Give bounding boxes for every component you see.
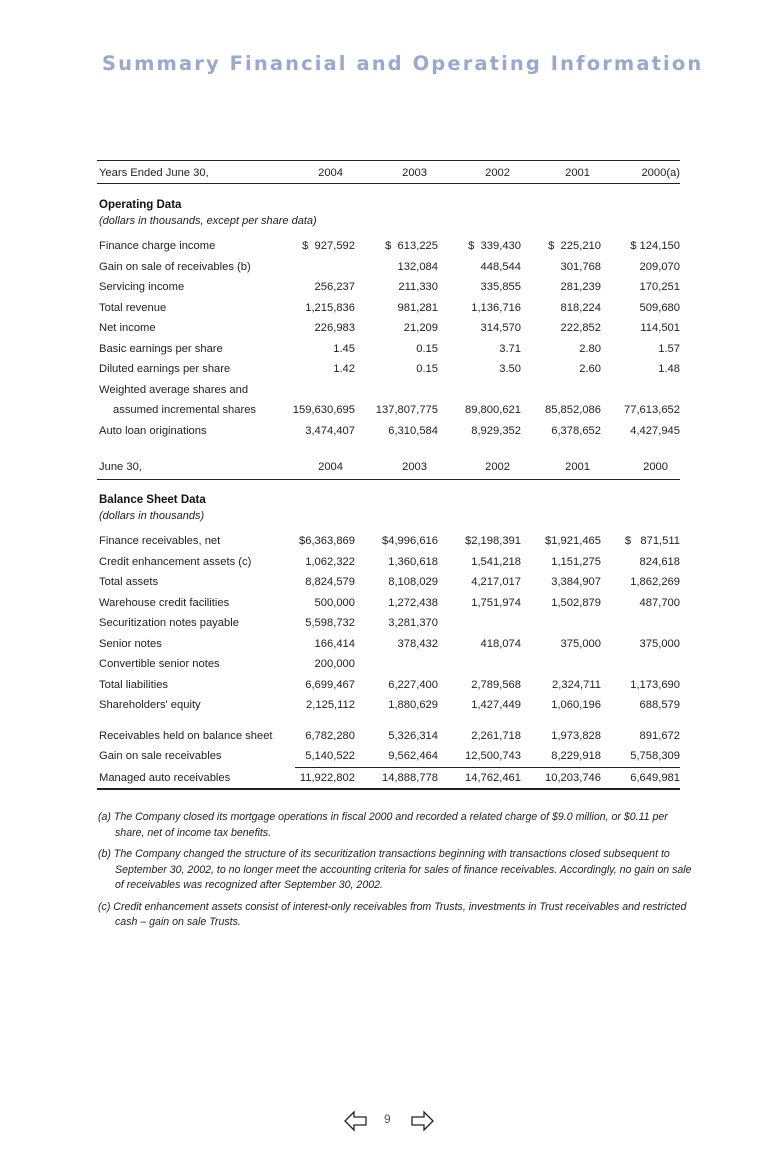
table-row [97, 318, 680, 339]
footnotes [98, 810, 698, 937]
row-value: 1,541,218 [471, 555, 521, 568]
row-value: 77,613,652 [624, 404, 680, 416]
section-title: Operating Data [99, 199, 182, 211]
row-value: 1.45 [333, 342, 355, 355]
row-value: 114,501 [640, 322, 680, 334]
row-value: 5,140,522 [305, 750, 355, 762]
header-label: Years Ended June 30, [99, 167, 209, 179]
row-value: 8,929,352 [471, 424, 521, 437]
row-value: 1,136,716 [471, 301, 521, 314]
section-subtitle: (dollars in thousands) [99, 510, 205, 522]
row-value: 21,209 [403, 322, 438, 334]
row-value: 301,768 [560, 260, 601, 273]
row-value: 688,579 [639, 699, 680, 711]
row-value: 132,084 [397, 260, 438, 273]
row-value: 137,807,775 [375, 404, 438, 416]
row-value: 159,630,695 [292, 404, 355, 416]
row-value: 6,699,467 [305, 678, 355, 691]
section-subtitle: (dollars in thousands, except per share data) [99, 215, 317, 227]
table-row [99, 746, 680, 768]
row-value: 378,432 [397, 637, 438, 650]
row-value: 1,880,629 [388, 699, 438, 711]
row-label: Auto loan originations [99, 424, 207, 437]
row-label: Credit enhancement assets (c) [99, 555, 252, 568]
row-value: 1,062,322 [305, 555, 355, 568]
table-row [97, 380, 680, 401]
row-value: 209,070 [639, 260, 680, 273]
row-value: 5,326,314 [388, 729, 438, 742]
row-label: assumed incremental shares [113, 404, 257, 416]
row-value: 500,000 [314, 596, 355, 609]
row-value: 3,474,407 [305, 424, 355, 437]
table-row [97, 768, 680, 791]
row-label: Senior notes [99, 637, 162, 650]
row-value: 1.42 [333, 363, 355, 375]
row-value: 0.15 [416, 363, 438, 375]
row-value: 1,215,836 [305, 301, 355, 314]
table-row [97, 572, 680, 593]
next-page-button[interactable] [410, 1110, 434, 1137]
row-label: Gain on sale of receivables (b) [99, 260, 251, 273]
footnote-b: (b) The Company changed the structure of its securitization transactions beginning with transactions closed subsequent to September 30, 2002, to no longer meet the accounting criteria for sales of finance receivables. Accordingly, no gain on sale of receivables was recognized after September 30, 2002. [98, 848, 692, 891]
table-row [97, 654, 680, 675]
row-label: Warehouse credit facilities [99, 596, 230, 609]
row-value: 1,862,269 [630, 576, 680, 588]
table-row [97, 552, 680, 573]
row-value: $ 927,592 [302, 240, 355, 252]
row-value: 1.57 [658, 342, 680, 355]
row-label: Diluted earnings per share [99, 363, 231, 375]
row-value: 8,108,029 [388, 576, 438, 588]
table-row [97, 695, 680, 716]
year-header: 2000 [643, 461, 668, 473]
row-value: 3,281,370 [388, 617, 438, 629]
page-title: Summary Financial and Operating Information [102, 52, 704, 75]
row-value: 448,544 [480, 260, 521, 273]
balance-sheet-table [97, 457, 680, 790]
row-value: 85,852,086 [545, 404, 601, 416]
row-value: $ 871,511 [624, 535, 680, 547]
row-value: 1,360,618 [388, 555, 438, 568]
row-value: 6,227,400 [388, 678, 438, 691]
row-value: 10,203,746 [545, 771, 601, 784]
row-value: 166,414 [314, 637, 355, 650]
row-value: 314,570 [480, 322, 521, 334]
row-label: Total liabilities [99, 678, 169, 691]
row-value: 14,762,461 [465, 771, 521, 784]
year-header: 2003 [402, 167, 427, 179]
row-value: 6,378,652 [551, 424, 601, 437]
row-label: Managed auto receivables [99, 771, 231, 784]
row-value: 256,237 [314, 281, 355, 293]
table-row [97, 675, 680, 696]
row-value: 1,272,438 [388, 596, 438, 609]
row-value: 418,074 [480, 637, 521, 650]
footnote-c: (c) Credit enhancement assets consist of interest-only receivables from Trusts, investments in Trust receivables and restricted cash – gain on sale Trusts. [98, 900, 687, 928]
row-label: Finance charge income [99, 240, 216, 252]
row-value: 200,000 [314, 658, 355, 670]
arrow-right-outline-icon [410, 1110, 434, 1132]
table-row [97, 298, 680, 319]
footnote-a: (a) The Company closed its mortgage operations in fiscal 2000 and recorded a related charge of $9.0 million, or $0.11 per share, net of income tax benefits. [98, 811, 668, 839]
row-value: 487,700 [639, 596, 680, 609]
table-row [97, 277, 680, 298]
row-value: 12,500,743 [465, 750, 521, 762]
row-value: 14,888,778 [382, 771, 438, 784]
table-row [97, 531, 680, 552]
arrow-left-outline-icon [344, 1110, 368, 1132]
row-value: 9,562,464 [388, 750, 438, 762]
row-value: 4,427,945 [630, 424, 680, 437]
row-value: 1.48 [658, 363, 680, 375]
row-label: Servicing income [99, 281, 185, 293]
row-value: 2,789,568 [471, 678, 521, 691]
row-label: Shareholders' equity [99, 699, 201, 711]
year-header: 2001 [565, 167, 590, 179]
row-value: 89,800,621 [465, 404, 521, 416]
table-row [97, 726, 680, 747]
row-label: Total assets [99, 576, 159, 588]
row-value: 2.80 [579, 342, 601, 355]
row-value: 6,649,981 [630, 771, 680, 784]
row-value: $2,198,391 [465, 535, 521, 547]
row-value: $1,921,465 [545, 535, 601, 547]
row-label: Receivables held on balance sheet [99, 729, 273, 742]
year-header: 2000(a) [641, 167, 680, 179]
row-value: 2.60 [579, 363, 601, 375]
row-value: 226,983 [314, 322, 355, 334]
table-row [97, 236, 680, 257]
row-label: Finance receivables, net [99, 535, 221, 547]
year-header: 2002 [485, 167, 510, 179]
row-value: 509,680 [639, 301, 680, 314]
row-value: 5,598,732 [305, 617, 355, 629]
row-value: 1,502,879 [551, 596, 601, 609]
row-value: $ 613,225 [385, 240, 438, 252]
row-label: Convertible senior notes [99, 658, 220, 670]
row-value: 2,125,112 [306, 699, 355, 711]
prev-page-button[interactable] [344, 1110, 368, 1137]
row-value: 2,324,711 [552, 678, 601, 691]
row-value: 1,427,449 [471, 699, 521, 711]
row-value: 824,618 [639, 555, 680, 568]
year-header: 2003 [402, 461, 427, 473]
row-value: 1,751,974 [471, 596, 521, 609]
row-value: $ 124,150 [630, 240, 680, 252]
header-label: June 30, [99, 461, 142, 473]
table-row [97, 613, 680, 634]
row-value: $6,363,869 [299, 535, 355, 547]
row-value: 1,173,690 [630, 678, 680, 691]
page-number: 9 [384, 1112, 391, 1126]
year-header: 2002 [485, 461, 510, 473]
operating-header-row [97, 160, 680, 184]
table-row [97, 257, 680, 278]
year-header: 2004 [318, 461, 343, 473]
row-value: 3,384,907 [551, 576, 601, 588]
row-label: Gain on sale receivables [99, 750, 222, 762]
row-label: Total revenue [99, 301, 167, 314]
row-value: 2,261,718 [471, 729, 521, 742]
row-value: 222,852 [560, 322, 601, 334]
operating-data-table [97, 160, 680, 441]
row-value: 8,229,918 [551, 750, 601, 762]
row-value: 981,281 [397, 301, 438, 314]
row-value: 5,758,309 [630, 750, 680, 762]
row-label: Basic earnings per share [99, 342, 223, 355]
row-value: $ 339,430 [468, 240, 521, 252]
table-row [97, 593, 680, 614]
table-row [97, 339, 680, 360]
row-value: 0.15 [416, 342, 438, 355]
row-value: 375,000 [639, 637, 680, 650]
table-row [97, 359, 680, 380]
row-value: 375,000 [560, 637, 601, 650]
table-row [97, 400, 680, 421]
row-value: 335,855 [480, 281, 521, 293]
row-value: 8,824,579 [305, 576, 355, 588]
row-value: $4,996,616 [382, 535, 438, 547]
row-value: 891,672 [639, 729, 680, 742]
row-label: Weighted average shares and [99, 383, 249, 396]
balance-header-row [97, 457, 680, 480]
table-row [97, 421, 680, 442]
section-title: Balance Sheet Data [99, 494, 206, 506]
row-value: 170,251 [639, 281, 680, 293]
year-header: 2004 [318, 167, 343, 179]
row-value: 3.71 [499, 342, 521, 355]
page-navigation [344, 1110, 434, 1134]
table-row [97, 634, 680, 655]
row-value: 211,330 [398, 281, 438, 293]
row-value: 818,224 [560, 301, 601, 314]
row-value: 1,151,275 [551, 555, 601, 568]
row-value: 1,973,828 [551, 729, 601, 742]
row-label: Net income [99, 322, 156, 334]
row-value: 6,782,280 [305, 729, 355, 742]
row-value: 11,922,802 [299, 771, 355, 784]
row-value: 281,239 [560, 281, 601, 293]
row-value: 1,060,196 [551, 699, 601, 711]
row-label: Securitization notes payable [99, 617, 239, 629]
row-value: $ 225,210 [548, 240, 601, 252]
year-header: 2001 [565, 461, 590, 473]
row-value: 3.50 [499, 363, 521, 375]
row-value: 6,310,584 [388, 424, 438, 437]
row-value: 4,217,017 [471, 576, 521, 588]
